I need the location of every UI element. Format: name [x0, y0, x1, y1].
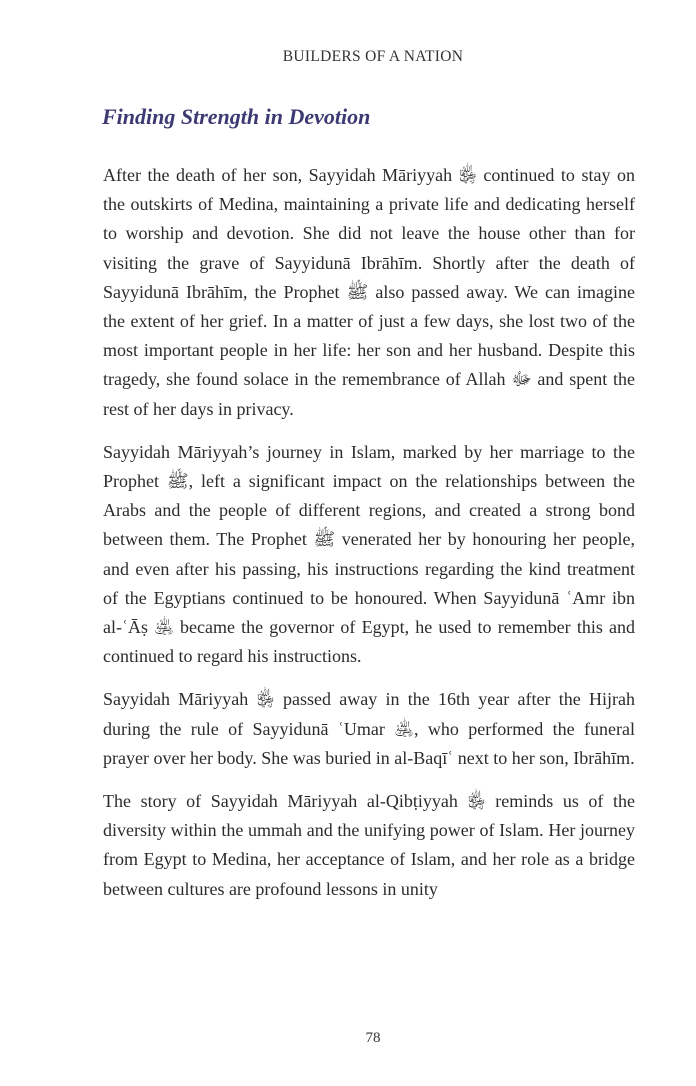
- section-title: Finding Strength in Devotion: [102, 104, 371, 129]
- paragraph: The story of Sayyidah Māriyyah al-Qibṭiyyah ﵂ reminds us of the diversity within the ummah and the unifying power of Islam. Her journey from Egypt to Medina, her acceptance of Islam, and her role as a bridge between cultures are profound lessons in unity: [103, 791, 635, 899]
- body-text: [103, 161, 635, 918]
- running-header: BUILDERS OF A NATION: [282, 48, 464, 65]
- page-number: 78: [365, 1030, 381, 1046]
- paragraph: After the death of her son, Sayyidah Māriyyah ﵂ continued to stay on the outskirts of Medina, maintaining a private life and dedicating herself to worship and devotion. She did not leave the house other than for visiting the grave of Sayyidunā Ibrāhīm. Shortly after the death of Sayyidunā Ibrāhīm, the Prophet ﷺ also passed away. We can imagine the extent of her grief. In a matter of just a few days, she lost two of the most important people in her life: her son and her husband. Despite this tragedy, she found solace in the remembrance of Allah ﷻ and spent the rest of her days in privacy.: [103, 165, 635, 419]
- paragraph: Sayyidah Māriyyah’s journey in Islam, marked by her marriage to the Prophet ﷺ, left a significant impact on the relationships between the Arabs and the people of different regions, and created a strong bond between them. The Prophet ﷺ venerated her by honouring her people, and even after his passing, his instructions regarding the kind treatment of the Egyptians continued to be honoured. When Sayyidunā ʿAmr ibn al-ʿĀṣ ﵁ became the governor of Egypt, he used to remember this and continued to regard his instructions.: [103, 441, 636, 667]
- paragraph: Sayyidah Māriyyah ﵂ passed away in the 16th year after the Hijrah during the rule of Sayyidunā ʿUmar ﵁, who performed the funeral prayer over her body. She was buried in al-Baqīʿ next to her son, Ibrāhīm.: [103, 689, 635, 768]
